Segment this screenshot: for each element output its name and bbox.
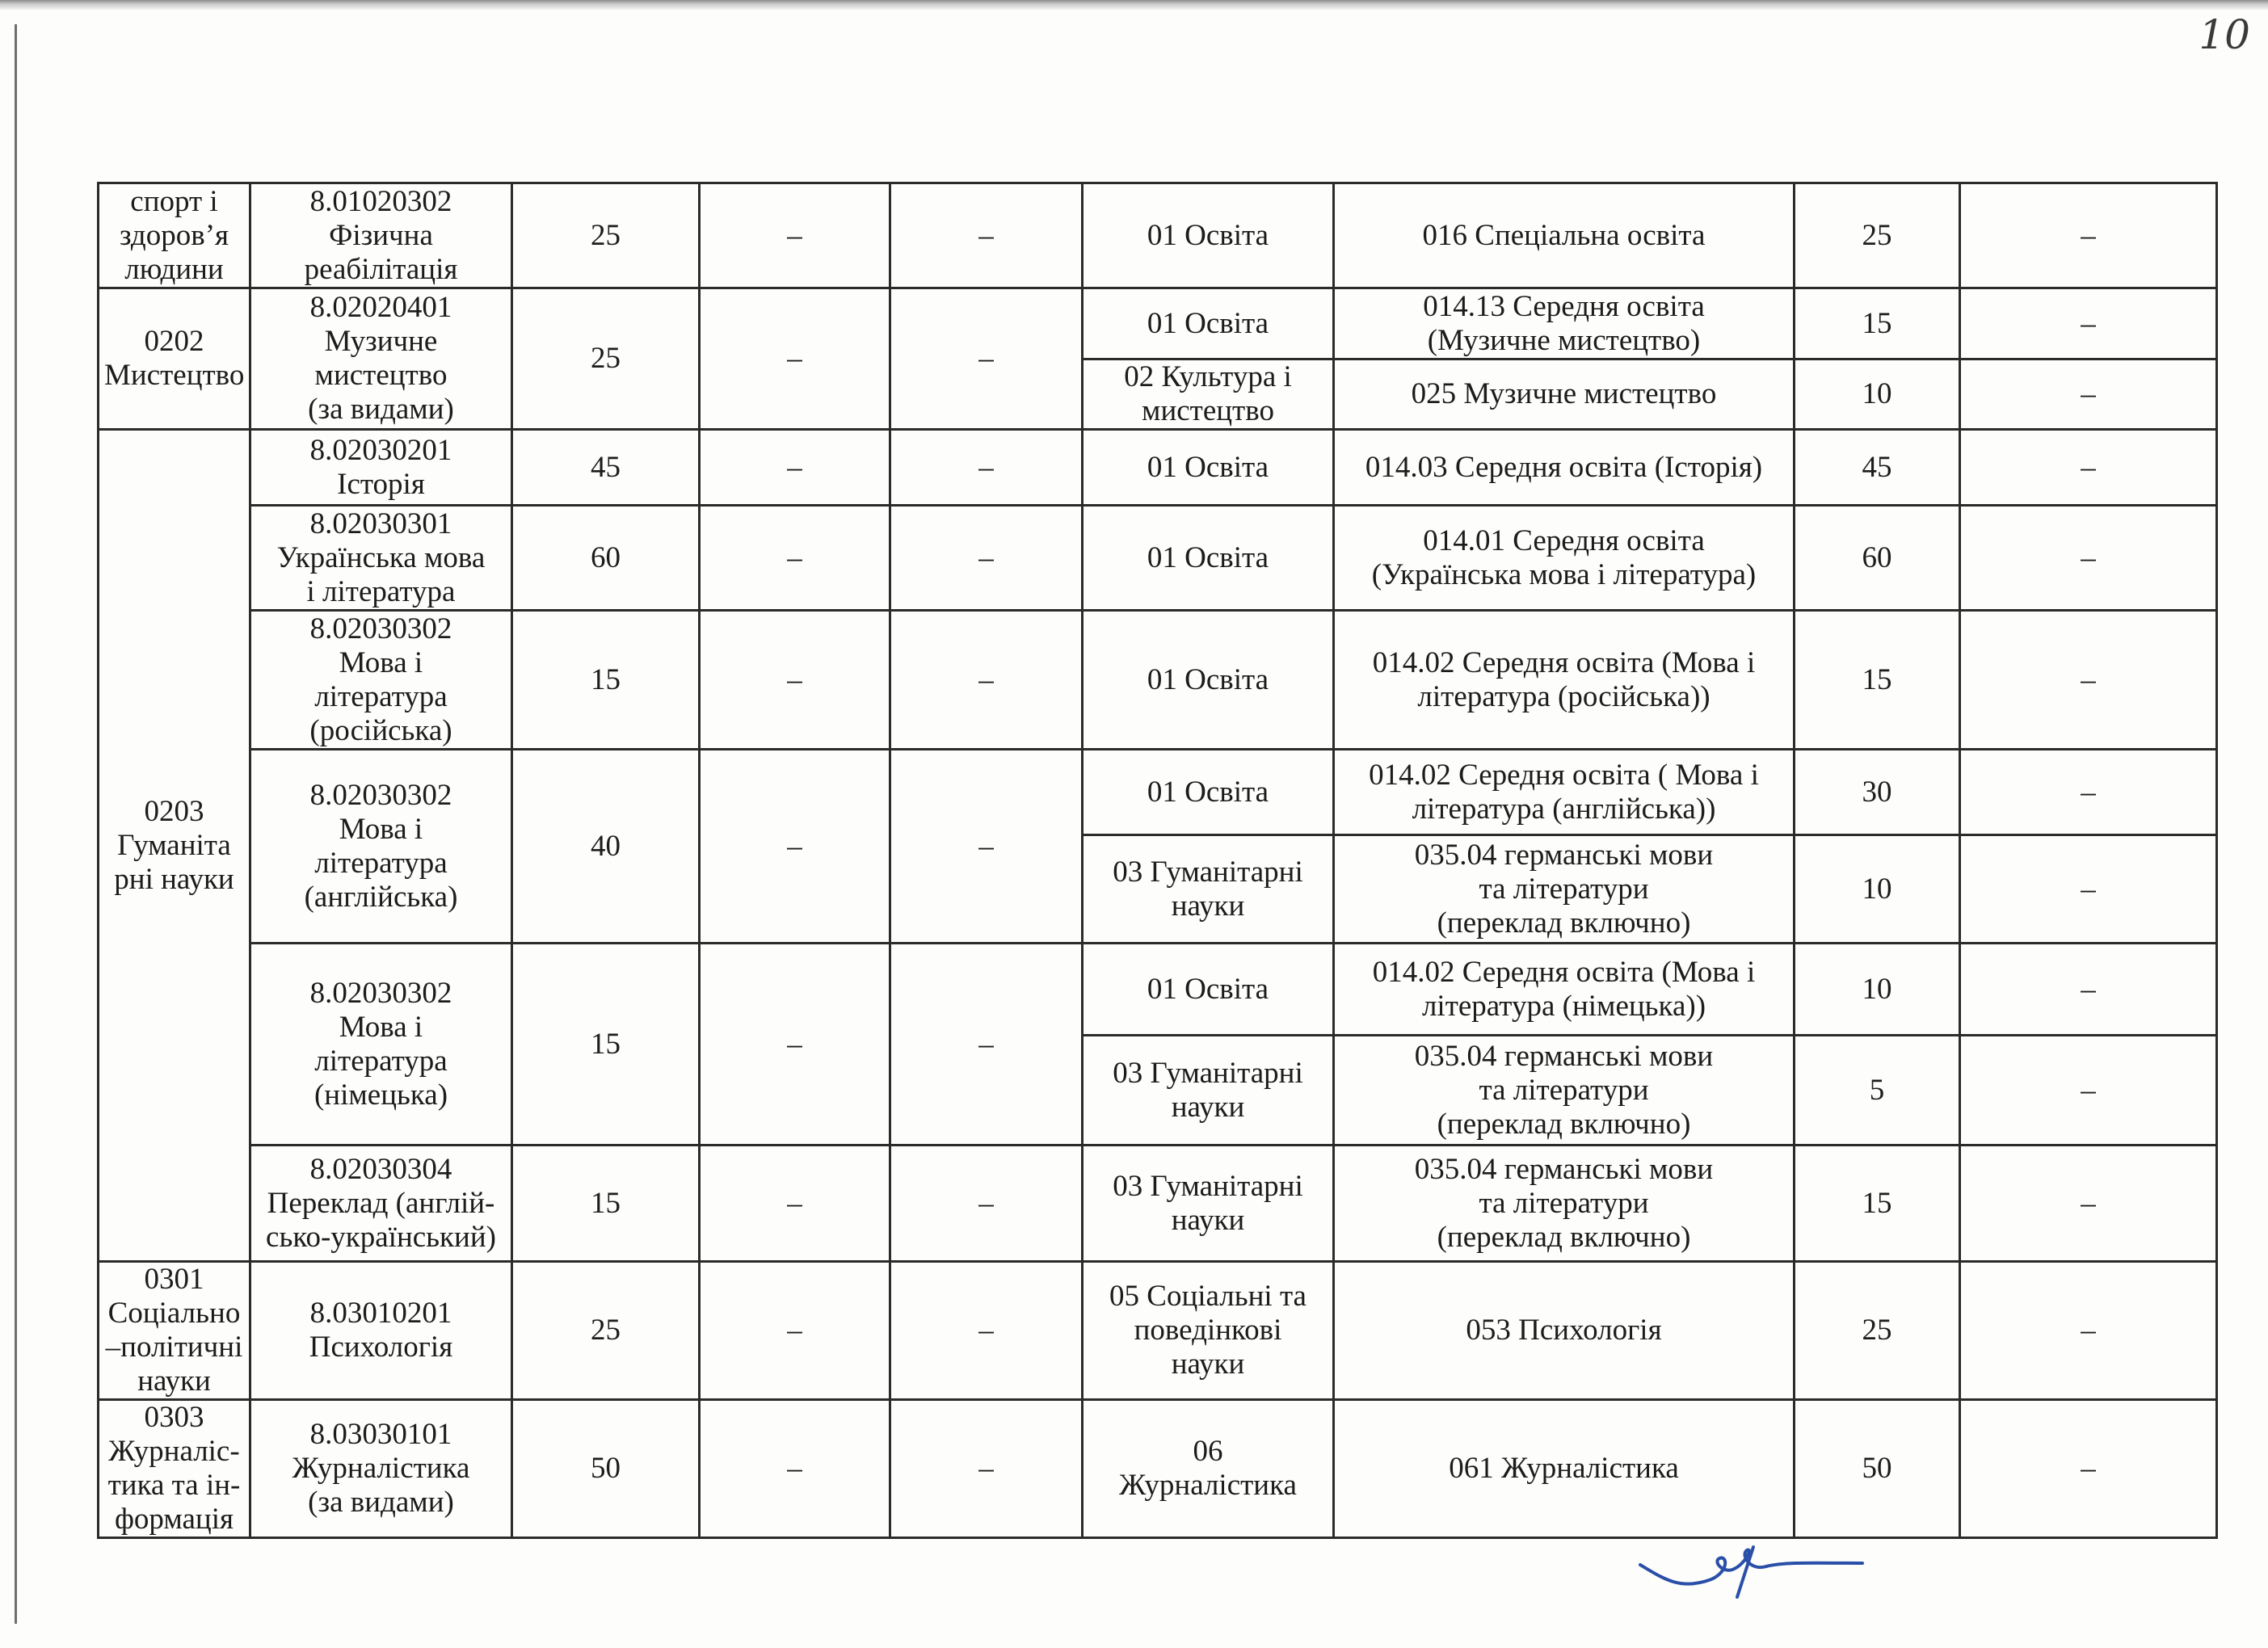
area-cell	[99, 1400, 250, 1538]
volume-cell: 15	[1795, 1146, 1960, 1262]
license-volume-cell: 40	[512, 750, 700, 944]
knowledge-field-cell	[1083, 1262, 1334, 1400]
cell-text-line: (за видами)	[308, 1486, 454, 1519]
new-specialty-cell	[1334, 1400, 1795, 1538]
license-volume-cell: 25	[512, 1262, 700, 1400]
cell-text-line: науки	[1171, 1090, 1245, 1124]
new-specialty-cell	[1334, 1262, 1795, 1400]
dash-cell: –	[700, 944, 890, 1146]
cell-text-line: (за видами)	[308, 393, 454, 426]
cell-text-line: 035.04 германські мови	[1414, 838, 1714, 872]
dash-cell: –	[890, 1400, 1083, 1538]
cell-text-line: (англійська)	[304, 880, 458, 914]
cell-text-line: 014.02 Середня освіта (Мова і	[1372, 955, 1756, 989]
cell-text-line: 053 Психологія	[1466, 1314, 1662, 1347]
cell-text-line: реабілітація	[304, 252, 458, 286]
new-specialty-cell	[1334, 359, 1795, 430]
cell-text-line: література (німецька))	[1421, 989, 1706, 1023]
cell-text-line: Історія	[337, 467, 425, 501]
volume-cell: 10	[1795, 944, 1960, 1036]
dash-cell: –	[890, 944, 1083, 1146]
dash-cell: –	[700, 506, 890, 611]
cell-text-line: 014.01 Середня освіта	[1423, 523, 1705, 557]
dash-cell: –	[700, 750, 890, 944]
volume-cell: 10	[1795, 359, 1960, 430]
volume-cell: 45	[1795, 430, 1960, 506]
dash-cell: –	[1960, 835, 2217, 944]
dash-cell: –	[1960, 1036, 2217, 1146]
knowledge-field-cell	[1083, 944, 1334, 1036]
volume-cell: 15	[1795, 611, 1960, 750]
cell-text-line: 016 Спеціальна освіта	[1422, 218, 1706, 252]
cell-text-line: (переклад включно)	[1437, 1107, 1691, 1141]
cell-text-line: 8.02020401	[309, 291, 452, 324]
area-cell	[99, 183, 250, 288]
cell-text-line: Переклад (англій-	[267, 1186, 495, 1220]
old-specialty-cell	[250, 506, 512, 611]
cell-text-line: науки	[1171, 1347, 1245, 1381]
cell-text-line: література	[314, 1044, 448, 1078]
scan-top-edge	[0, 0, 2268, 10]
dash-cell: –	[890, 506, 1083, 611]
cell-text-line: 03 Гуманітарні	[1113, 1056, 1303, 1090]
cell-text-line: і література	[306, 574, 456, 608]
signature-mark	[1632, 1523, 1866, 1604]
dash-cell: –	[700, 611, 890, 750]
cell-text-line: поведінкові	[1134, 1314, 1282, 1347]
cell-text-line: Мистецтво	[104, 359, 245, 392]
volume-cell: 60	[1795, 506, 1960, 611]
dash-cell: –	[1960, 750, 2217, 835]
old-specialty-cell	[250, 1262, 512, 1400]
page-number: 10	[2199, 11, 2250, 58]
dash-cell: –	[1960, 1262, 2217, 1400]
cell-text-line: 0303	[144, 1401, 204, 1434]
old-specialty-cell	[250, 183, 512, 288]
cell-text-line: мистецтво	[314, 359, 448, 392]
table-row	[99, 611, 2217, 750]
knowledge-field-cell	[1083, 750, 1334, 835]
cell-text-line: Журналістика	[1119, 1469, 1297, 1502]
dash-cell: –	[1960, 944, 2217, 1036]
dash-cell: –	[700, 1262, 890, 1400]
cell-text-line: науки	[137, 1364, 211, 1398]
dash-cell: –	[1960, 1400, 2217, 1538]
volume-cell: 25	[1795, 183, 1960, 288]
table-row	[99, 1146, 2217, 1262]
cell-text-line: людини	[124, 252, 224, 286]
cell-text-line: та літератури	[1479, 1073, 1649, 1107]
new-specialty-cell	[1334, 1036, 1795, 1146]
cell-text-line: Соціально	[107, 1297, 241, 1330]
cell-text-line: (російська)	[309, 713, 452, 747]
license-volume-cell: 15	[512, 611, 700, 750]
new-specialty-cell	[1334, 288, 1795, 359]
cell-text-line: 05 Соціальні та	[1109, 1280, 1307, 1313]
cell-text-line: література (англійська))	[1412, 792, 1716, 826]
dash-cell: –	[1960, 183, 2217, 288]
old-specialty-cell	[250, 430, 512, 506]
knowledge-field-cell	[1083, 835, 1334, 944]
knowledge-field-cell	[1083, 1036, 1334, 1146]
cell-text-line: 014.13 Середня освіта	[1423, 289, 1705, 323]
license-volume-cell: 45	[512, 430, 700, 506]
new-specialty-cell	[1334, 750, 1795, 835]
new-specialty-cell	[1334, 611, 1795, 750]
old-specialty-cell	[250, 1400, 512, 1538]
cell-text-line: 8.03010201	[309, 1297, 452, 1330]
cell-text-line: 035.04 германські мови	[1414, 1039, 1714, 1073]
cell-text-line: та літератури	[1479, 1186, 1649, 1220]
cell-text-line: література	[314, 846, 448, 880]
table-row	[99, 944, 2217, 1036]
cell-text-line: 02 Культура і	[1124, 360, 1292, 393]
dash-cell: –	[700, 183, 890, 288]
table-row	[99, 1400, 2217, 1538]
license-volume-cell: 25	[512, 288, 700, 430]
cell-text-line: Мова і	[339, 645, 423, 679]
old-specialty-cell	[250, 750, 512, 944]
cell-text-line: Мова і	[339, 812, 423, 846]
cell-text-line: Мова і	[339, 1010, 423, 1044]
cell-text-line: (переклад включно)	[1437, 906, 1691, 940]
dash-cell: –	[700, 1146, 890, 1262]
dash-cell: –	[890, 750, 1083, 944]
dash-cell: –	[890, 288, 1083, 430]
table-row	[99, 288, 2217, 359]
knowledge-field-cell	[1083, 359, 1334, 430]
cell-text-line: 035.04 германські мови	[1414, 1152, 1714, 1186]
volume-cell: 25	[1795, 1262, 1960, 1400]
cell-text-line: 01 Освіта	[1147, 540, 1269, 574]
cell-text-line: (переклад включно)	[1437, 1220, 1691, 1254]
dash-cell: –	[1960, 359, 2217, 430]
cell-text-line: 0202	[144, 325, 204, 358]
cell-text-line: література (російська))	[1417, 679, 1710, 713]
cell-text-line: 01 Освіта	[1147, 972, 1269, 1006]
knowledge-field-cell	[1083, 1400, 1334, 1538]
dash-cell: –	[1960, 1146, 2217, 1262]
dash-cell: –	[700, 1400, 890, 1538]
cell-text-line: (Музичне мистецтво)	[1427, 323, 1701, 357]
cell-text-line: Журналістика	[292, 1452, 470, 1485]
table-row	[99, 506, 2217, 611]
knowledge-field-cell	[1083, 183, 1334, 288]
cell-text-line: 06	[1193, 1435, 1223, 1468]
cell-text-line: 8.02030301	[309, 507, 452, 540]
cell-text-line: рні науки	[114, 862, 234, 896]
cell-text-line: 8.01020302	[309, 184, 452, 218]
cell-text-line: формація	[114, 1503, 234, 1536]
cell-text-line: 8.02030302	[309, 976, 452, 1010]
dash-cell: –	[700, 430, 890, 506]
table-row	[99, 1262, 2217, 1400]
volume-cell: 10	[1795, 835, 1960, 944]
new-specialty-cell	[1334, 430, 1795, 506]
cell-text-line: –політичні	[105, 1331, 243, 1364]
cell-text-line: 025 Музичне мистецтво	[1411, 377, 1717, 410]
knowledge-field-cell	[1083, 288, 1334, 359]
cell-text-line: науки	[1171, 889, 1245, 923]
new-specialty-cell	[1334, 1146, 1795, 1262]
dash-cell: –	[890, 611, 1083, 750]
cell-text-line: 8.02030304	[309, 1152, 452, 1186]
cell-text-line: 01 Освіта	[1147, 306, 1269, 340]
area-cell	[99, 1262, 250, 1400]
cell-text-line: спорт і	[130, 184, 218, 218]
dash-cell: –	[1960, 430, 2217, 506]
new-specialty-cell	[1334, 183, 1795, 288]
license-volume-cell: 15	[512, 944, 700, 1146]
dash-cell: –	[890, 1146, 1083, 1262]
dash-cell: –	[1960, 611, 2217, 750]
cell-text-line: 03 Гуманітарні	[1113, 855, 1303, 889]
cell-text-line: 03 Гуманітарні	[1113, 1169, 1303, 1203]
knowledge-field-cell	[1083, 611, 1334, 750]
cell-text-line: 014.03 Середня освіта (Історія)	[1365, 450, 1763, 484]
cell-text-line: 01 Освіта	[1147, 662, 1269, 696]
specialty-table	[97, 182, 2218, 1539]
table-row	[99, 430, 2217, 506]
cell-text-line: (Українська мова і література)	[1371, 557, 1757, 591]
old-specialty-cell	[250, 1146, 512, 1262]
cell-text-line: 8.02030201	[309, 433, 452, 467]
cell-text-line: 8.02030302	[309, 778, 452, 812]
cell-text-line: 8.02030302	[309, 612, 452, 645]
dash-cell: –	[1960, 288, 2217, 359]
dash-cell: –	[890, 430, 1083, 506]
volume-cell: 50	[1795, 1400, 1960, 1538]
scan-left-edge	[15, 24, 17, 1624]
old-specialty-cell	[250, 288, 512, 430]
cell-text-line: 01 Освіта	[1147, 218, 1269, 252]
cell-text-line: сько-український)	[266, 1220, 496, 1254]
cell-text-line: 014.02 Середня освіта (Мова і	[1372, 645, 1756, 679]
cell-text-line: література	[314, 679, 448, 713]
dash-cell: –	[1960, 506, 2217, 611]
cell-text-line: мистецтво	[1142, 394, 1274, 427]
area-cell	[99, 288, 250, 430]
cell-text-line: тика та ін-	[107, 1469, 241, 1502]
cell-text-line: 014.02 Середня освіта ( Мова і	[1369, 758, 1759, 792]
cell-text-line: Музичне	[324, 325, 438, 358]
license-volume-cell: 50	[512, 1400, 700, 1538]
cell-text-line: 01 Освіта	[1147, 450, 1269, 484]
dash-cell: –	[890, 1262, 1083, 1400]
knowledge-field-cell	[1083, 430, 1334, 506]
cell-text-line: Гуманіта	[117, 828, 231, 862]
table-row	[99, 183, 2217, 288]
table-body	[99, 183, 2217, 1538]
table-row	[99, 750, 2217, 835]
volume-cell: 5	[1795, 1036, 1960, 1146]
old-specialty-cell	[250, 611, 512, 750]
cell-text-line: 0203	[144, 794, 204, 828]
knowledge-field-cell	[1083, 1146, 1334, 1262]
cell-text-line: (німецька)	[313, 1078, 448, 1112]
cell-text-line: Журналіс-	[108, 1435, 240, 1468]
old-specialty-cell	[250, 944, 512, 1146]
knowledge-field-cell	[1083, 506, 1334, 611]
cell-text-line: 061 Журналістика	[1449, 1452, 1679, 1485]
volume-cell: 30	[1795, 750, 1960, 835]
area-cell	[99, 430, 250, 1262]
cell-text-line: науки	[1171, 1203, 1245, 1237]
license-volume-cell: 25	[512, 183, 700, 288]
license-volume-cell: 60	[512, 506, 700, 611]
cell-text-line: Українська мова	[276, 540, 486, 574]
new-specialty-cell	[1334, 944, 1795, 1036]
new-specialty-cell	[1334, 835, 1795, 944]
dash-cell: –	[700, 288, 890, 430]
cell-text-line: 01 Освіта	[1147, 775, 1269, 809]
cell-text-line: та літератури	[1479, 872, 1649, 906]
new-specialty-cell	[1334, 506, 1795, 611]
cell-text-line: Психологія	[309, 1331, 453, 1364]
cell-text-line: 0301	[144, 1263, 204, 1296]
cell-text-line: Фізична	[329, 218, 433, 252]
dash-cell: –	[890, 183, 1083, 288]
cell-text-line: здоров’я	[119, 218, 229, 252]
volume-cell: 15	[1795, 288, 1960, 359]
cell-text-line: 8.03030101	[309, 1418, 452, 1451]
license-volume-cell: 15	[512, 1146, 700, 1262]
